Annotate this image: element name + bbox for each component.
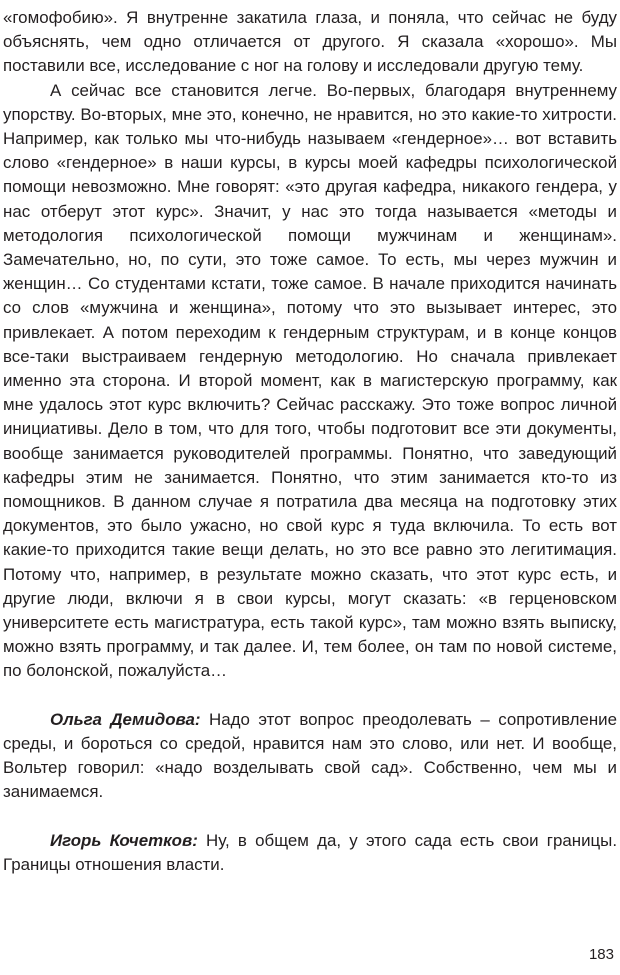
- paragraph-main: А сейчас все становится легче. Во-первых, благодаря внутреннему упорству. Во-вторых, мне это, конечно, не нравится, но это какие-то хитрости. Например, как только мы что-нибудь называем «гендерное»… вот вставить слово «гендерное» в наши курсы, в курсы моей кафедры психологической помощи невозможно. Мне говорят: «это другая кафедра, никакого гендера, у нас отберут этот курс». Значит, у нас это тогда называется «методы и методология психологической помощи мужчинам и женщинам». Замечательно, но, по сути, это тоже самое. То есть, мы через мужчин и женщин… Со студентами кстати, тоже самое. В начале приходится начинать со слов «мужчина и женщина», потому что это вызывает интерес, это привлекает. А потом переходим к гендерным структурам, и в конце концов все-таки выстраиваем гендерную методологию. Но сначала привлекает именно эта сторона. И второй момент, как в магистерскую программу, как мне удалось этот курс включить? Сейчас расскажу. Это тоже вопрос личной инициативы. Дело в том, что для того, чтобы подготовит все эти документы, вообще занимается руководителей программы. Понятно, что заведующий кафедры этим не занимается. Понятно, что этим занимается кто-то из помощников. В данном случае я потратила два месяца на подготовку этих документов, это было ужасно, но свой курс я туда включила. То есть вот какие-то приходится такие вещи делать, но это все равно это легитимация. Потому что, например, в результате можно сказать, что этот курс есть, и другие люди, включи я в свои курсы, могут сказать: «в герценовском университете есть магистратура, есть такой курс», там можно взять выписку, можно взять программу, и так далее. И, тем более, он там по новой системе, по болонской, пожалуйста…: [3, 80, 617, 681]
- speaker-name: Ольга Демидова:: [50, 709, 201, 729]
- speaker-remark: Надо этот вопрос преодолевать – сопротивление среды, и бороться со средой, нравится нам это слово, или нет. И вообще, Вольтер говорил: «надо возделывать свой сад». Собственно, чем мы и занимаемся.: [3, 709, 617, 802]
- dialogue-entry-demidova: [3, 708, 617, 805]
- speaker-name: Игорь Кочетков:: [50, 830, 198, 850]
- page-number: 183: [588, 946, 614, 963]
- dialogue-entry-kochetkov: [3, 829, 617, 877]
- paragraph-continued: «гомофобию». Я внутренне закатила глаза, и поняла, что сейчас не буду объяснять, чем одно отличается от другого. Я сказала «хорошо». Мы поставили все, исследование с ног на голову и исследовали другую тему.: [3, 8, 617, 76]
- speaker-remark: Ну, в общем да, у этого сада есть свои границы. Границы отношения власти.: [3, 830, 618, 874]
